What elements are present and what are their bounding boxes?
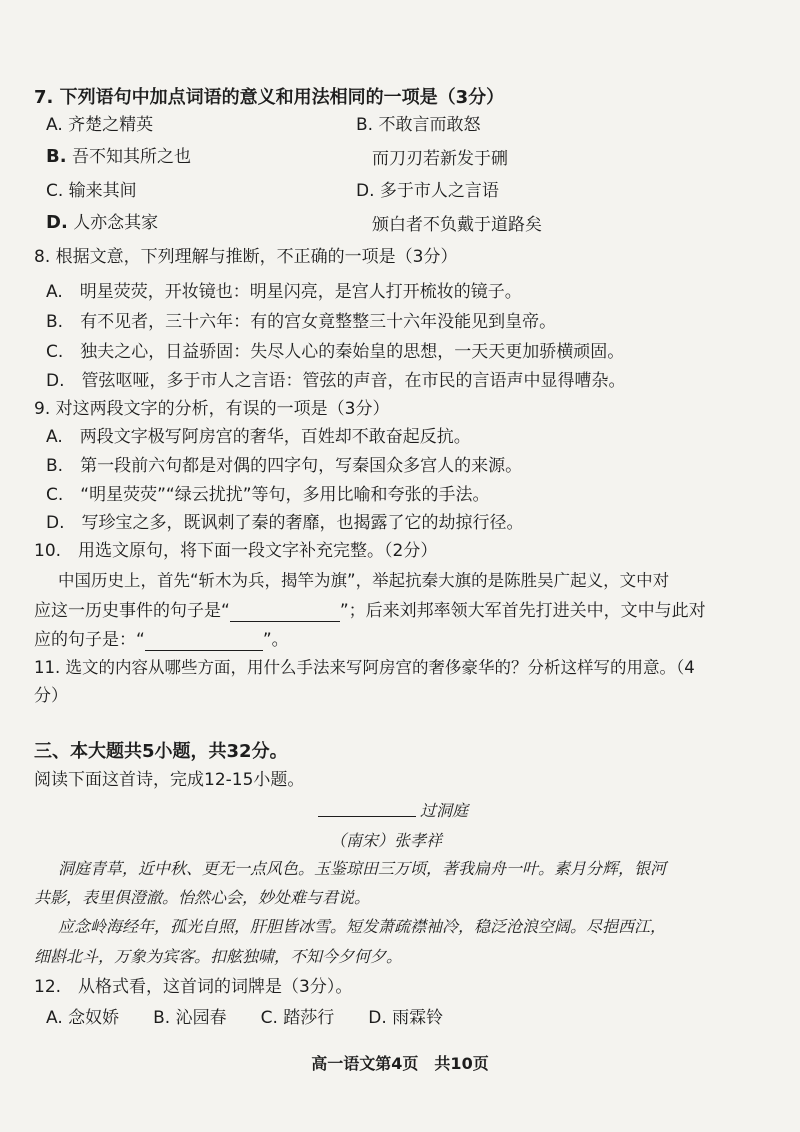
- poem-line-4: 细斟北斗，万象为宾客。扣舷独啸，不知今夕何夕。: [34, 947, 403, 966]
- q8-option-d: D. 管弦呕哑，多于市人之言语：管弦的声音，在市民的言语声中显得嘈杂。: [46, 371, 626, 391]
- section-3-heading: 三、本大题共5小题，共32分。: [34, 741, 288, 762]
- q7-option-d-right: 颁白者不负戴于道路矣: [372, 215, 542, 235]
- poem-title: 过洞庭: [420, 801, 469, 820]
- q7-option-d: D. 多于市人之言语: [356, 181, 499, 201]
- q9-option-d: D. 写珍宝之多，既讽刺了秦的奢靡，也揭露了它的劫掠行径。: [46, 513, 524, 533]
- q10-line-3-before: 应的句子是：“: [34, 630, 145, 650]
- page-footer: 高一语文第4页 共10页: [311, 1054, 489, 1073]
- q12-options: A. 念奴娇 B. 沁园春 C. 踏莎行 D. 雨霖铃: [46, 1008, 444, 1028]
- q7-option-b: B. 不敢言而敢怒: [356, 115, 481, 135]
- q10-line-3-after: ”。: [262, 630, 289, 650]
- poem-line-1: 洞庭青草，近中秋、更无一点风色。玉鉴琼田三万顷，著我扁舟一叶。素月分辉，银河: [58, 859, 667, 878]
- q10-line-2-after: ”；后来刘邦率领大军首先打进关中，文中与此对: [339, 601, 706, 621]
- q7-option-b-left: [46, 146, 191, 168]
- q9-stem: 9. 对这两段文字的分析，有误的一项是（3分）: [34, 399, 390, 419]
- q8-option-b: B. 有不见者，三十六年：有的宫女竟整整三十六年没能见到皇帝。: [46, 312, 557, 332]
- q7-stem: 7. 下列语句中加点词语的意义和用法相同的一项是（3分）: [34, 87, 505, 108]
- q7-option-d-left-text: 人亦念其家: [73, 213, 159, 233]
- q12-stem: 12. 从格式看，这首词的词牌是（3分）。: [34, 977, 353, 997]
- q10-blank-2[interactable]: [145, 632, 263, 651]
- q7-option-b-right: 而刀刃若新发于硎: [372, 149, 508, 169]
- q7-option-c: C. 输来其间: [46, 181, 137, 201]
- poem-title-blank[interactable]: [318, 816, 416, 817]
- q9-option-a: A. 两段文字极写阿房宫的奢华，百姓却不敢奋起反抗。: [46, 427, 471, 447]
- q10-blank-1[interactable]: [230, 603, 340, 622]
- q7-option-a: A. 齐楚之精英: [46, 115, 154, 135]
- q11-line-2: 分）: [34, 686, 68, 706]
- q7-option-b-left-text: 吾不知其所之也: [71, 147, 191, 167]
- poem-line-2: 共影，表里俱澄澈。怡然心会，妙处难与君说。: [34, 888, 371, 907]
- q11-line-1: 11. 选文的内容从哪些方面，用什么手法来写阿房宫的奢侈豪华的？分析这样写的用意。（4: [34, 658, 695, 677]
- q7-option-d-label: D.: [46, 212, 68, 233]
- q8-option-a: A. 明星荧荧，开妆镜也：明星闪亮，是宫人打开梳妆的镜子。: [46, 282, 522, 302]
- section-3-intro: 阅读下面这首诗，完成12-15小题。: [34, 770, 305, 790]
- q10-line-3: [34, 629, 289, 651]
- q8-stem: 8. 根据文意，下列理解与推断，不正确的一项是（3分）: [34, 247, 458, 267]
- q10-line-2: [34, 600, 706, 622]
- q10-stem: 10. 用选文原句，将下面一段文字补充完整。（2分）: [34, 541, 438, 561]
- q8-option-c: C. 独夫之心，日益骄固：失尽人心的秦始皇的思想，一天天更加骄横顽固。: [46, 342, 625, 362]
- q9-option-c: C. “明星荧荧”“绿云扰扰”等句，多用比喻和夸张的手法。: [46, 485, 490, 505]
- q9-option-b: B. 第一段前六句都是对偶的四字句，写秦国众多宫人的来源。: [46, 456, 523, 476]
- poem-author: （南宋）张孝祥: [330, 831, 443, 850]
- poem-line-3: 应念岭海经年，孤光自照，肝胆皆冰雪。短发萧疏襟袖冷，稳泛沧浪空阔。尽挹西江，: [58, 917, 667, 936]
- q7-option-d-left: [46, 212, 158, 234]
- q7-option-b-label: B.: [46, 146, 67, 167]
- q10-line-1: 中国历史上，首先“斩木为兵，揭竿为旗”，举起抗秦大旗的是陈胜吴广起义，文中对: [58, 571, 670, 590]
- q10-line-2-before: 应这一历史事件的句子是“: [34, 601, 230, 621]
